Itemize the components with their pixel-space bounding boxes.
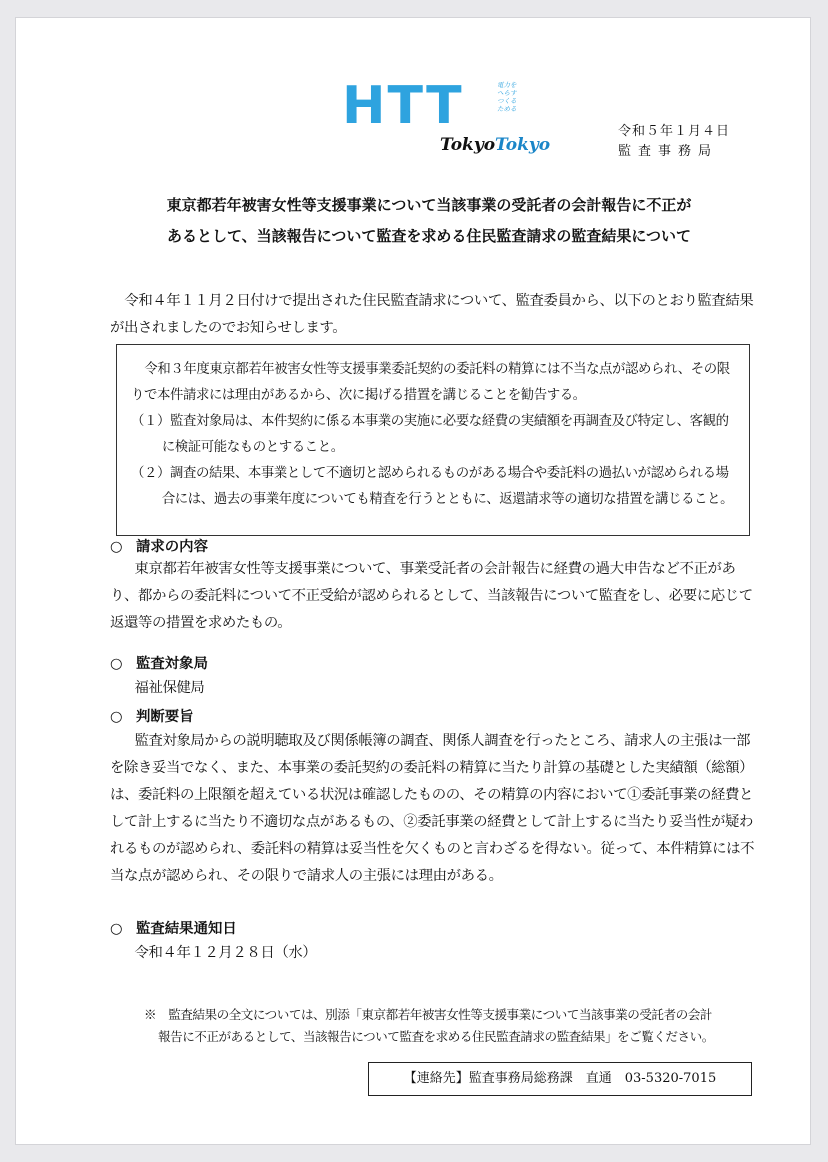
recommendation-item-1: （１）監査対象局は、本件契約に係る本事業の実施に必要な経費の実績額を再調査及び特定し、客観的に検証可能なものとすること。	[131, 414, 729, 455]
logo-tagline: 電力を へらす つくる ためる	[497, 81, 517, 113]
recommendation-lead: 令和３年度東京都若年被害女性等支援事業委託契約の委託料の精算には不当な点が認められ、その限りで本件請求には理由があるから、次に掲げる措置を講じることを勧告する。	[131, 362, 730, 403]
note-line-2: 報告に不正があるとして、当該報告について監査を求める住民監査請求の監査結果」をご覧ください。	[158, 1029, 714, 1044]
section-body-judgment: 監査対象局からの説明聴取及び関係帳簿の調査、関係人調査を行ったところ、請求人の主張は一部を除き妥当でなく、また、本事業の委託契約の委託料の精算に当たり計算の基礎とした実績額（総額）は、委託料の上限額を超えている状況は確認したものの、その精算の内容において①委託事業の経費として計上するに当たり不適切な点があるもの、②委託事業の経費として計上するに当たり妥当性が疑われるものが認められ、委託料の精算は妥当性を欠くものと言わざるを得ない。従って、本件精算には不当な点が認められ、その限りで請求人の主張には理由がある。	[110, 733, 755, 884]
section-title-target-bureau: 監査対象局	[136, 656, 208, 672]
section-heading-target-bureau	[110, 653, 208, 675]
section-title-judgment: 判断要旨	[136, 709, 194, 725]
circle-bullet-icon: ○	[110, 921, 123, 937]
title-line-2: あるとして、当該報告について監査を求める住民監査請求の監査結果について	[166, 227, 692, 245]
intro-text: 令和４年１１月２日付けで提出された住民監査請求について、監査委員から、以下のとおり監査結果が出されましたのでお知らせします。	[110, 293, 754, 336]
circle-bullet-icon: ○	[110, 539, 123, 555]
recommendation-box	[116, 344, 750, 536]
note-line-1: ※ 監査結果の全文については、別添「東京都若年被害女性等支援事業について当該事業の受託者の会計	[144, 1007, 712, 1022]
circle-bullet-icon: ○	[110, 709, 123, 725]
document-page	[16, 18, 810, 1144]
issue-date: 令和５年１月４日	[618, 124, 731, 139]
circle-bullet-icon: ○	[110, 656, 123, 672]
section-heading-notice-date	[110, 918, 237, 940]
intro-paragraph	[110, 288, 758, 342]
logo-tokyo-1: Tokyo	[440, 135, 496, 155]
document-title	[116, 190, 742, 252]
section-body-target-bureau: 福祉保健局	[134, 680, 205, 696]
issuing-office: 監査事務局	[618, 144, 719, 159]
section-body-notice-date: 令和４年１２月２８日（水）	[134, 945, 317, 961]
full-text-note	[144, 1004, 758, 1048]
section-title-notice-date: 監査結果通知日	[136, 921, 237, 937]
section-body-claim: 東京都若年被害女性等支援事業について、事業受託者の会計報告に経費の過大申告など不正があり、都からの委託料について不正受給が認められるとして、当該報告について監査をし、必要に応じて返還等の措置を求めたもの。	[110, 561, 753, 631]
logo-tokyo-tokyo	[440, 135, 550, 155]
title-line-1: 東京都若年被害女性等支援事業について当該事業の受託者の会計報告に不正が	[166, 196, 692, 214]
contact-box: 【連絡先】監査事務局総務課 直通 03-5320-7015	[368, 1062, 752, 1096]
recommendation-item-2: （２）調査の結果、本事業として不適切と認められるものがある場合や委託料の過払いが認められる場合には、過去の事業年度についても精査を行うとともに、返還請求等の適切な措置を講じること。	[131, 466, 734, 507]
logo-tokyo-2: Tokyo	[495, 135, 551, 155]
logo-htt-text: HTT	[342, 76, 464, 136]
header-date-block	[618, 122, 730, 162]
section-heading-claim	[110, 536, 208, 558]
section-heading-judgment	[110, 706, 194, 728]
section-title-claim: 請求の内容	[136, 539, 208, 555]
htt-logo	[342, 76, 552, 164]
